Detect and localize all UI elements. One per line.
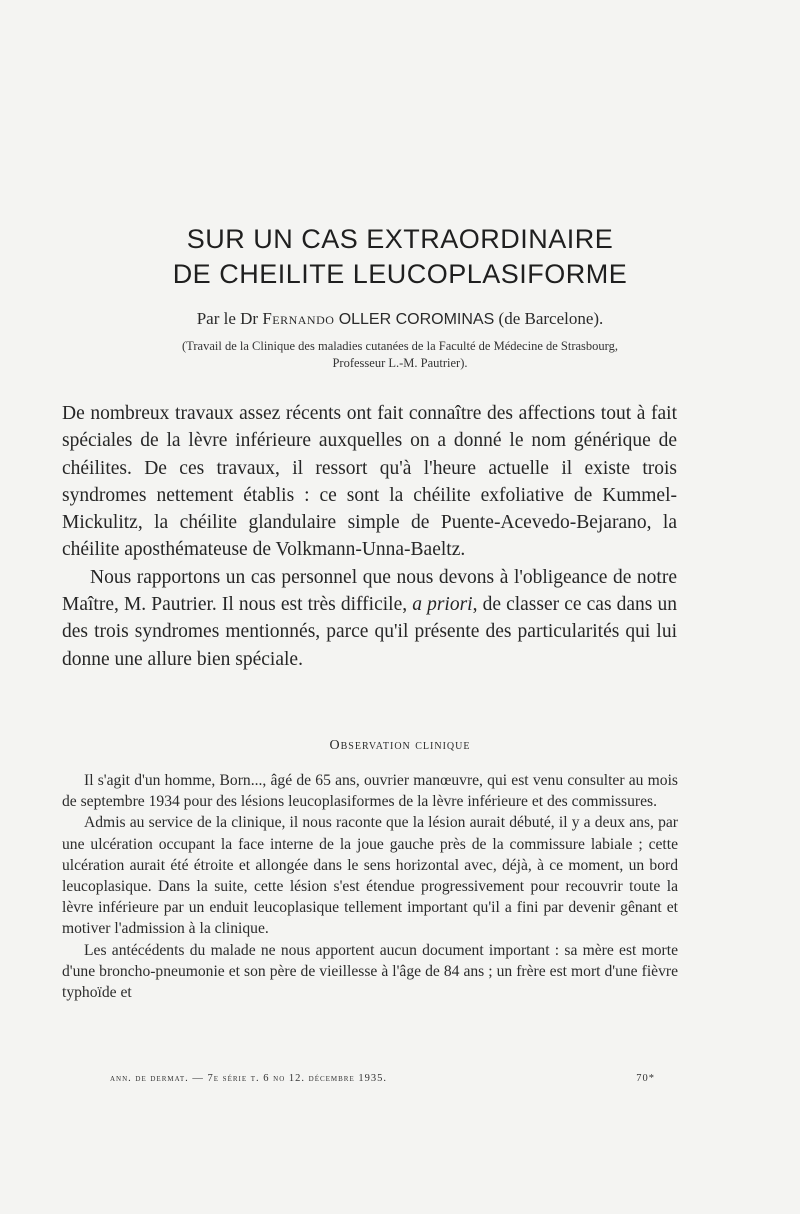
second-paragraph-after: , de classer ce cas dans un des trois syndromes mentionnés, parce qu'il présente des particularités qui lui donne une allure bien spéciale. [62,594,677,670]
article-title-line-2: DE CHEILITE LEUCOPLASIFORME [172,259,628,289]
observation-paragraph-3: Les antécédents du malade ne nous apportent aucun document important : sa mère est morte d'une broncho-pneumonie et son père de vieillesse à l'âge de 84 ans ; un frère est mort d'une fièvre typhoïde et [62,941,678,1002]
observation-paragraph-2: Admis au service de la clinique, il nous raconte que la lésion aurait débuté, il y a deux ans, par une ulcération occupant la face interne de la joue gauche près de la commissure labiale ; cette ulcération aurait été étroite et allongée dans le sens horizontal avec, déjà, à ce moment, un bord leucoplasique. Dans la suite, cette lésion s'est étendue progressivement pour recouvrir toute la lèvre inférieure par un enduit leucoplasique tellement important qu'il a fini par devenir gênant et motiver l'admission à la clinique. [62,814,678,938]
second-paragraph [62,564,677,673]
page-footer [110,1073,655,1084]
intro-paragraph: De nombreux travaux assez récents ont fait connaître des affections tout à fait spéciales de la lèvre inférieure auxquelles on a donné le nom générique de chéilites. De ces travaux, il ressort qu'à l'heure actuelle il existe trois syndromes nettement établis : ce sont la chéilite exfoliative de Kummel-Mickulitz, la chéilite glandulaire simple de Puente-Acevedo-Bejarano, la chéilite aposthémateuse de Volkmann-Unna-Baeltz. [62,403,677,561]
section-heading: Observation clinique [329,738,471,753]
footer-journal-reference: ann. de dermat. — 7e série t. 6 no 12. décembre 1935. [110,1073,387,1084]
footer-page-number: 70* [636,1073,655,1084]
observation-paragraph-1: Il s'agit d'un homme, Born..., âgé de 65 ans, ouvrier manœuvre, qui est venu consulter au mois de septembre 1934 pour des lésions leucoplasiformes de la lèvre inférieure et des commissures. [62,772,678,811]
author-line [90,309,710,329]
affiliation-line-1: (Travail de la Clinique des maladies cutanées de la Faculté de Médecine de Strasbourg, [182,339,618,353]
author-origin: (de Barcelone). [498,309,604,328]
affiliation-line-2: Professeur L.-M. Pautrier). [332,356,468,370]
author-prefix: Par le Dr [196,309,263,328]
second-paragraph-before: Nous rapportons un cas personnel que nous devons à l'obligeance de notre Maître, M. Pautrier. Il nous est très difficile, [62,566,677,616]
second-paragraph-italic: a priori [412,594,473,616]
author-first-name: Fernando [262,309,335,328]
article-title-line-1: SUR UN CAS EXTRAORDINAIRE [186,224,614,254]
introduction-text [62,400,677,673]
observation-text [62,770,678,1003]
author-last-name: OLLER COROMINAS [338,311,495,328]
affiliation [90,338,710,372]
